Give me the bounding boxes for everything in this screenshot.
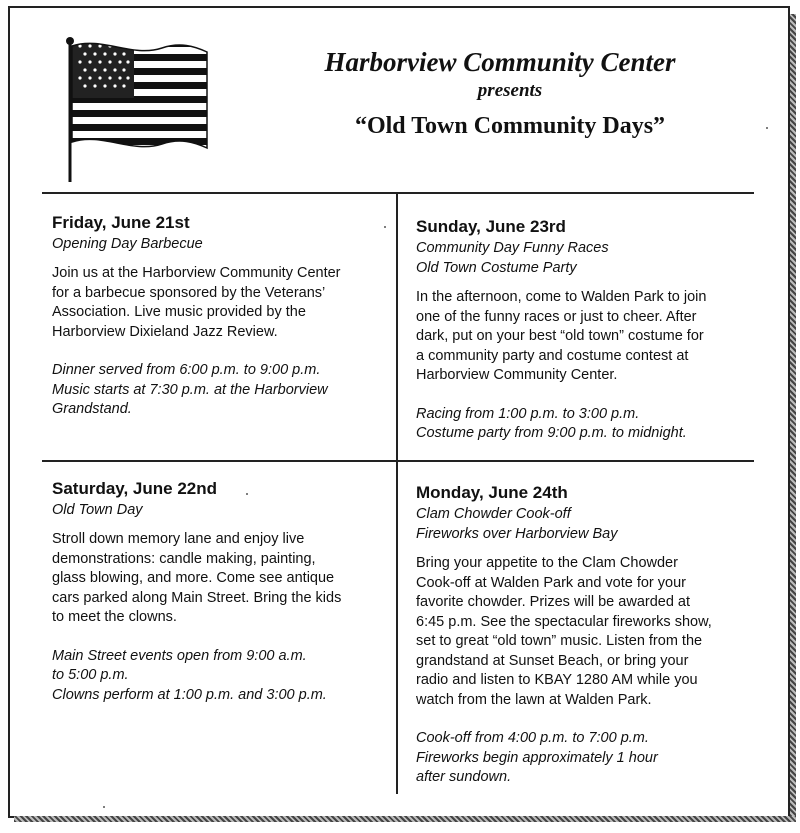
day-heading: Saturday, June 22nd bbox=[52, 479, 218, 498]
description-line: Harborview Community Center. bbox=[416, 367, 618, 383]
event-times bbox=[52, 361, 397, 420]
description-line: Stroll down memory lane and enjoy live bbox=[52, 531, 305, 547]
event-times bbox=[416, 405, 761, 444]
scan-speck bbox=[103, 806, 105, 808]
description-line: In the afternoon, come to Walden Park to join bbox=[416, 289, 707, 305]
description-line: watch from the lawn at Walden Park. bbox=[416, 691, 652, 708]
schedule-cell-monday bbox=[416, 482, 761, 788]
time-line: to 5:00 p.m. bbox=[52, 667, 129, 683]
description-line: a community party and costume contest at bbox=[416, 347, 689, 364]
description-line: 6:45 p.m. See the spectacular fireworks show, bbox=[416, 613, 712, 630]
time-line: Racing from 1:00 p.m. to 3:00 p.m. bbox=[416, 405, 640, 422]
scan-speck bbox=[766, 127, 768, 129]
frame-shadow-right bbox=[790, 14, 796, 822]
schedule-cell-sunday bbox=[416, 216, 761, 444]
time-line: Costume party from 9:00 p.m. to midnight. bbox=[416, 425, 687, 441]
description-line: set to great “old town” music. Listen from the bbox=[416, 633, 703, 649]
description-line: to meet the clowns. bbox=[52, 609, 177, 625]
american-flag-icon bbox=[62, 36, 212, 186]
event-subtitle: Fireworks over Harborview Bay bbox=[416, 526, 618, 542]
schedule-cell-friday bbox=[52, 212, 397, 420]
organization-title: Harborview Community Center bbox=[324, 47, 676, 77]
description-line: Association. Live music provided by the bbox=[52, 304, 306, 320]
event-subtitle: Old Town Costume Party bbox=[416, 260, 577, 276]
event-description bbox=[52, 264, 397, 342]
description-line: Harborview Dixieland Jazz Review. bbox=[52, 323, 278, 340]
description-line: favorite chowder. Prizes will be awarded at bbox=[416, 594, 691, 610]
event-title: “Old Town Community Days” bbox=[354, 113, 666, 139]
day-heading: Friday, June 21st bbox=[52, 213, 190, 232]
event-description bbox=[52, 530, 397, 628]
description-line: radio and listen to KBAY 1280 AM while you bbox=[416, 672, 698, 688]
event-subtitle: Clam Chowder Cook-off bbox=[416, 506, 571, 522]
description-line: Join us at the Harborview Community Center bbox=[52, 265, 341, 281]
description-line: Cook-off at Walden Park and vote for your bbox=[416, 574, 686, 591]
description-line: cars parked along Main Street. Bring the kids bbox=[52, 589, 342, 606]
description-line: glass blowing, and more. Come see antique bbox=[52, 570, 335, 586]
event-times bbox=[416, 729, 761, 788]
event-subtitle: Old Town Day bbox=[52, 502, 143, 518]
description-line: dark, put on your best “old town” costume for bbox=[416, 328, 704, 344]
description-line: for a barbecue sponsored by the Veterans’ bbox=[52, 284, 326, 301]
event-subtitle: Community Day Funny Races bbox=[416, 240, 609, 256]
description-line: one of the funny races or just to cheer. After bbox=[416, 308, 697, 325]
time-line: after sundown. bbox=[416, 769, 512, 785]
event-times bbox=[52, 647, 397, 706]
grid-line-middle bbox=[42, 460, 754, 462]
event-description bbox=[416, 554, 761, 710]
time-line: Clowns perform at 1:00 p.m. and 3:00 p.m. bbox=[52, 686, 327, 703]
flyer-header bbox=[230, 44, 750, 144]
frame-shadow-bottom bbox=[14, 816, 796, 822]
grid-line-top bbox=[42, 192, 754, 194]
description-line: grandstand at Sunset Beach, or bring your bbox=[416, 652, 689, 669]
scan-speck bbox=[384, 226, 386, 228]
time-line: Fireworks begin approximately 1 hour bbox=[416, 749, 658, 766]
description-line: Bring your appetite to the Clam Chowder bbox=[416, 555, 678, 571]
event-description bbox=[416, 288, 761, 386]
time-line: Main Street events open from 9:00 a.m. bbox=[52, 647, 307, 664]
description-line: demonstrations: candle making, painting, bbox=[52, 550, 316, 567]
presents-label: presents bbox=[477, 80, 543, 101]
event-subtitle: Opening Day Barbecue bbox=[52, 236, 203, 252]
time-line: Grandstand. bbox=[52, 401, 132, 417]
time-line: Cook-off from 4:00 p.m. to 7:00 p.m. bbox=[416, 730, 649, 746]
time-line: Dinner served from 6:00 p.m. to 9:00 p.m. bbox=[52, 362, 321, 378]
scan-speck bbox=[246, 493, 248, 495]
day-heading: Sunday, June 23rd bbox=[416, 217, 566, 236]
day-heading: Monday, June 24th bbox=[416, 483, 568, 502]
schedule-cell-saturday bbox=[52, 478, 397, 705]
time-line: Music starts at 7:30 p.m. at the Harborview bbox=[52, 381, 328, 398]
